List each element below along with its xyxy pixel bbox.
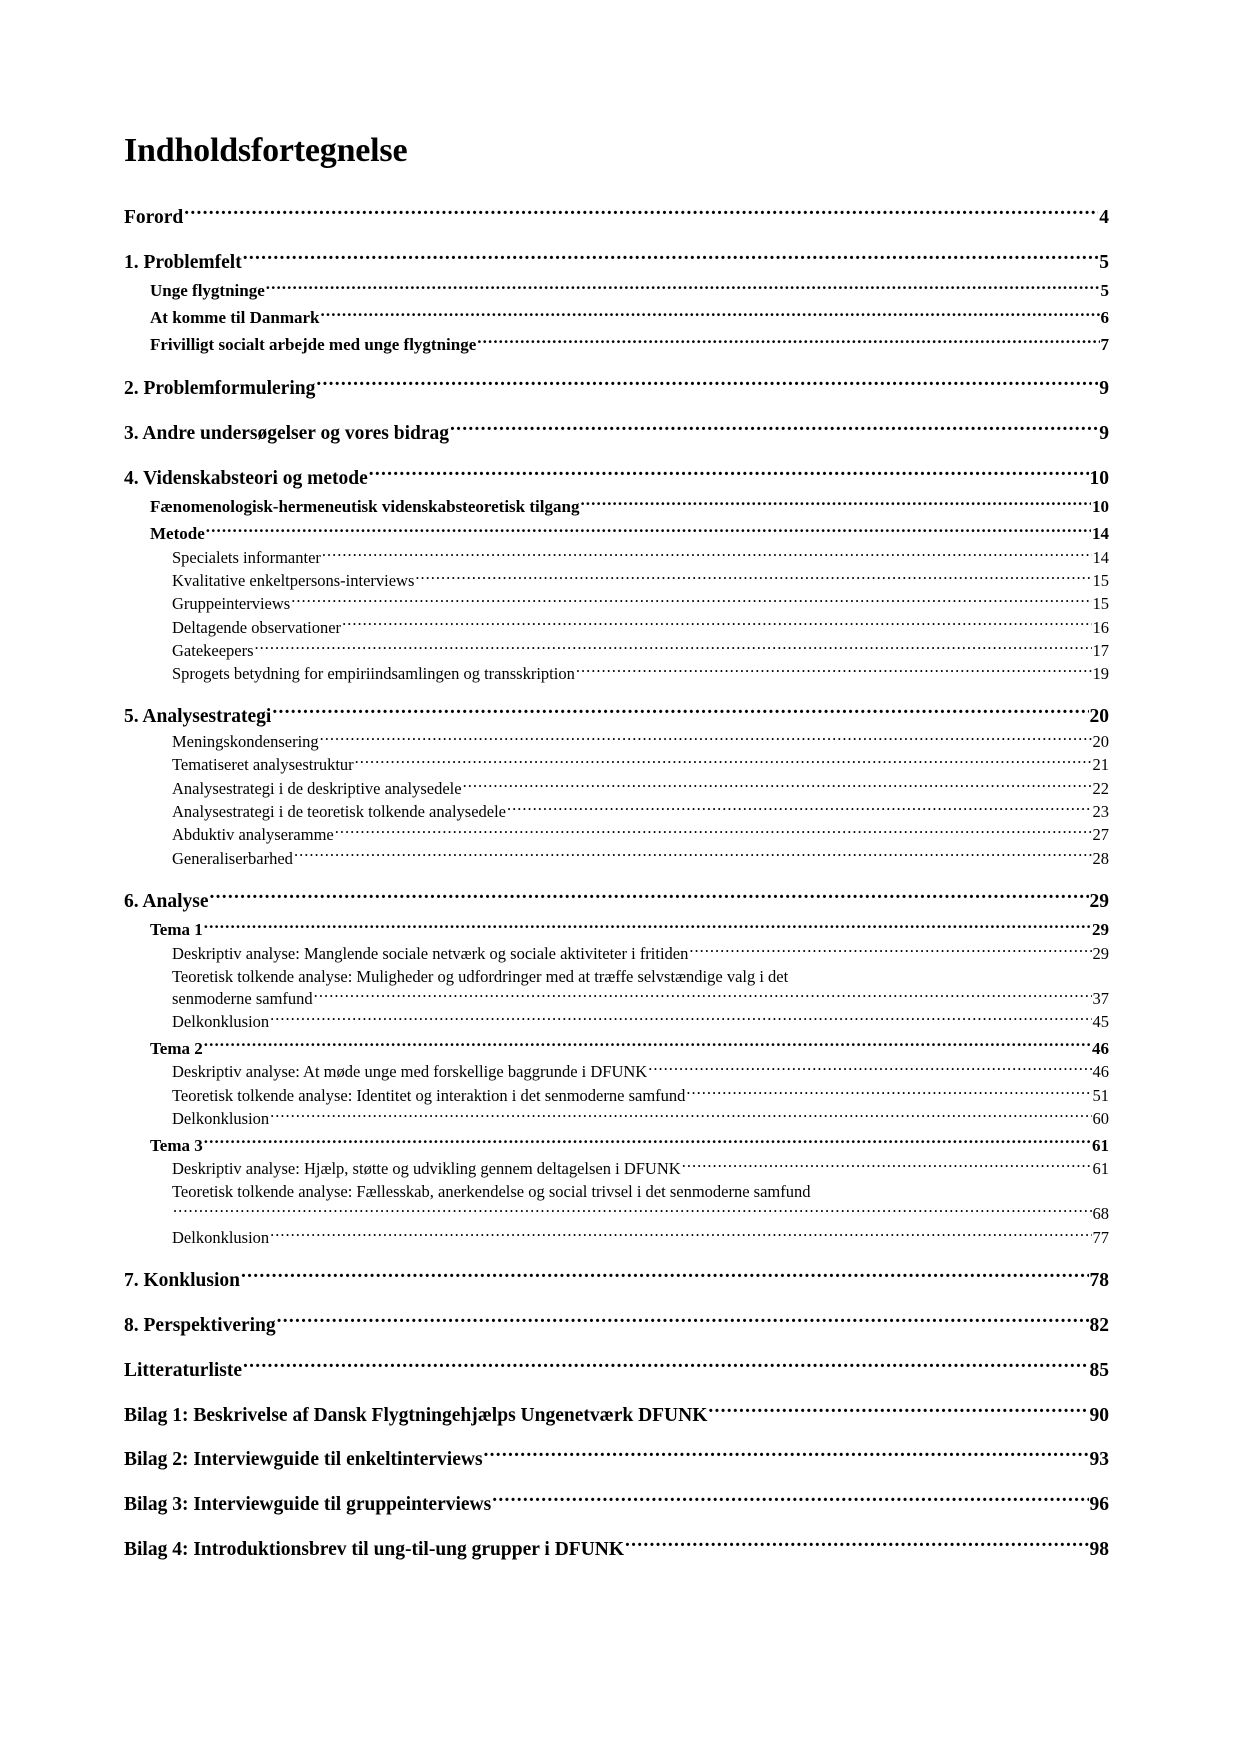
toc-entry[interactable] (124, 1226, 1109, 1248)
toc-entry[interactable] (124, 1107, 1109, 1129)
toc-leader-dots (204, 1037, 1091, 1054)
toc-entry[interactable] (124, 942, 1109, 964)
toc-page-number: 82 (1089, 1314, 1109, 1336)
toc-page-number: 45 (1092, 1012, 1109, 1032)
toc-entry-label: Analysestrategi i de deskriptive analysedele (172, 778, 462, 798)
toc-entry[interactable] (124, 1536, 1109, 1563)
toc-page-number: 22 (1092, 778, 1109, 798)
toc-leader-dots (243, 1356, 1088, 1376)
toc-leader-dots (270, 1226, 1091, 1243)
toc-entry-label: Analysestrategi i de teoretisk tolkende analysedele (172, 802, 507, 821)
toc-entry-label: 8. Perspektivering (124, 1314, 276, 1336)
toc-leader-dots (184, 203, 1098, 223)
toc-entry[interactable] (124, 777, 1109, 799)
toc-entry[interactable] (124, 248, 1109, 275)
toc-leader-dots (682, 1158, 1092, 1175)
toc-entry-label: Teoretisk tolkende analyse: Identitet og interaktion i det senmoderne samfund (172, 1085, 686, 1105)
toc-leader-dots (580, 495, 1091, 512)
toc-leader-dots (492, 1491, 1088, 1511)
toc-entry[interactable] (124, 419, 1109, 446)
toc-page-number: 16 (1092, 617, 1109, 637)
toc-page-number: 9 (1099, 422, 1109, 444)
toc-entry-last-line (172, 1203, 1109, 1225)
toc-leader-dots (648, 1061, 1091, 1078)
toc-entry-label: Forord (124, 206, 184, 228)
toc-leader-dots (321, 306, 1100, 323)
toc-entry[interactable] (124, 824, 1109, 846)
toc-entry-label: Gruppeinterviews (172, 594, 291, 614)
toc-entry[interactable] (124, 887, 1109, 914)
toc-entry-label: Delkonklusion (172, 1227, 270, 1247)
toc-entry[interactable] (124, 1084, 1109, 1106)
toc-leader-dots (463, 777, 1092, 794)
toc-entry-label: Teoretisk tolkende analyse: Muligheder og udfordringer med at træffe selvstændige valg i det (172, 966, 789, 986)
toc-content (124, 132, 1109, 1563)
toc-entry-label: Specialets informanter (172, 547, 321, 567)
table-of-contents (124, 203, 1109, 1562)
toc-page-number: 15 (1092, 594, 1109, 614)
toc-entry-label: Bilag 1: Beskrivelse af Dansk Flygtningehjælps Ungenetværk DFUNK (124, 1404, 708, 1426)
toc-leader-dots (173, 1203, 1092, 1220)
toc-leader-dots (277, 1311, 1089, 1331)
toc-leader-dots (243, 248, 1099, 268)
toc-page-number: 14 (1092, 524, 1109, 544)
toc-leader-dots (415, 570, 1091, 587)
toc-page-number: 20 (1089, 706, 1109, 728)
toc-entry-label: 3. Andre undersøgelser og vores bidrag (124, 422, 450, 444)
toc-entry[interactable] (124, 1061, 1109, 1083)
toc-page-number: 9 (1099, 377, 1109, 399)
toc-leader-dots (484, 1446, 1089, 1466)
toc-page-number: 61 (1092, 1135, 1109, 1155)
toc-leader-dots (576, 663, 1092, 680)
toc-entry[interactable] (124, 495, 1109, 518)
toc-leader-dots (206, 522, 1091, 539)
toc-leader-dots (507, 801, 1091, 818)
toc-entry[interactable] (124, 1446, 1109, 1473)
toc-leader-dots (320, 731, 1092, 748)
toc-entry-label: Tema 1 (150, 920, 203, 940)
toc-entry-label: Teoretisk tolkende analyse: Fællesskab, anerkendelse og social trivsel i det senmoderne samfund (172, 1182, 811, 1202)
toc-entry[interactable] (124, 639, 1109, 661)
toc-leader-dots (335, 824, 1092, 841)
toc-entry-label: Kvalitative enkeltpersons-interviews (172, 571, 415, 590)
toc-entry[interactable] (124, 731, 1109, 753)
toc-page-number: 61 (1092, 1159, 1109, 1179)
toc-entry-label: Bilag 2: Interviewguide til enkeltinterviews (124, 1449, 483, 1471)
toc-entry[interactable] (124, 703, 1109, 730)
toc-entry[interactable] (124, 1311, 1109, 1338)
toc-leader-dots (210, 887, 1089, 907)
toc-page-number: 51 (1092, 1085, 1109, 1105)
toc-leader-dots (204, 1134, 1091, 1151)
toc-page-number: 4 (1099, 206, 1109, 228)
toc-entry[interactable] (124, 918, 1109, 941)
toc-page-number: 29 (1092, 920, 1109, 940)
toc-leader-dots (270, 1011, 1091, 1028)
toc-entry[interactable] (124, 663, 1109, 685)
toc-leader-dots (369, 464, 1089, 484)
toc-page-number: 19 (1092, 664, 1109, 684)
toc-leader-dots (477, 333, 1099, 350)
toc-entry[interactable] (124, 616, 1109, 638)
toc-entry-label: Frivilligt socialt arbejde med unge flygtninge (150, 335, 477, 355)
toc-entry[interactable] (124, 1356, 1109, 1383)
toc-entry-label: Abduktiv analyseramme (172, 825, 334, 845)
toc-entry-label: 4. Videnskabsteori og metode (124, 467, 368, 489)
toc-page-number: 68 (1092, 1204, 1109, 1224)
toc-page-number: 46 (1092, 1038, 1109, 1058)
toc-entry-label: Tematiseret analysestruktur (172, 755, 354, 775)
toc-entry[interactable] (124, 522, 1109, 545)
toc-page-number: 29 (1089, 890, 1109, 912)
toc-page-number: 46 (1092, 1062, 1109, 1082)
toc-leader-dots (270, 1107, 1091, 1124)
toc-entry[interactable] (124, 1491, 1109, 1518)
toc-leader-dots (316, 374, 1098, 394)
toc-leader-dots (322, 546, 1092, 563)
toc-entry-label: Sprogets betydning for empiriindsamlingen og transskription (172, 664, 575, 684)
toc-page-number: 17 (1092, 640, 1109, 660)
toc-entry[interactable] (124, 546, 1109, 568)
toc-entry[interactable] (124, 1037, 1109, 1060)
toc-entry-label-cont: senmoderne samfund (172, 988, 313, 1008)
toc-entry[interactable] (124, 333, 1109, 356)
toc-entry-label: 6. Analyse (124, 890, 209, 912)
toc-page-number: 60 (1092, 1108, 1109, 1128)
toc-entry[interactable] (124, 847, 1109, 869)
toc-leader-dots (291, 593, 1091, 610)
toc-leader-dots (266, 279, 1100, 296)
toc-page-number: 14 (1092, 547, 1109, 567)
toc-entry-label: Tema 2 (150, 1038, 203, 1058)
toc-entry-label: Tema 3 (150, 1135, 203, 1155)
toc-page-number: 15 (1092, 571, 1109, 590)
toc-entry-label: Delkonklusion (172, 1012, 270, 1032)
toc-page-number: 77 (1092, 1227, 1109, 1247)
toc-entry[interactable] (124, 306, 1109, 329)
toc-entry[interactable] (124, 279, 1109, 302)
toc-page-number: 28 (1092, 848, 1109, 868)
toc-entry[interactable] (124, 1181, 1109, 1225)
toc-entry-label: 1. Problemfelt (124, 251, 242, 273)
toc-entry-label: Deskriptiv analyse: Manglende sociale netværk og sociale aktiviteter i fritiden (172, 943, 689, 963)
toc-entry[interactable] (124, 374, 1109, 401)
toc-page-number: 20 (1092, 732, 1109, 752)
toc-leader-dots (255, 639, 1092, 656)
toc-page-number: 96 (1089, 1494, 1109, 1516)
toc-leader-dots (625, 1536, 1088, 1556)
toc-entry-label: At komme til Danmark (150, 308, 320, 328)
toc-entry-label: Unge flygtninge (150, 281, 265, 301)
toc-entry[interactable] (124, 1011, 1109, 1033)
toc-page-number: 90 (1089, 1404, 1109, 1426)
toc-page-number: 27 (1092, 825, 1109, 845)
toc-entry-label: Deltagende observationer (172, 617, 342, 637)
toc-page-number: 93 (1089, 1449, 1109, 1471)
toc-entry-label: 7. Konklusion (124, 1269, 240, 1291)
toc-entry-label: Bilag 4: Introduktionsbrev til ung-til-ung grupper i DFUNK (124, 1539, 625, 1561)
toc-page-number: 6 (1100, 308, 1109, 328)
toc-entry-label: 5. Analysestrategi (124, 706, 272, 728)
toc-page-number: 85 (1089, 1359, 1109, 1381)
page-title: Indholdsfortegnelse (124, 132, 408, 169)
toc-page-number: 10 (1089, 467, 1109, 489)
toc-entry-last-line (172, 987, 1109, 1009)
toc-entry-label: Deskriptiv analyse: At møde unge med forskellige baggrunde i DFUNK (172, 1062, 648, 1082)
toc-page-number: 10 (1092, 497, 1109, 517)
toc-leader-dots (272, 703, 1088, 723)
toc-entry-label: Gatekeepers (172, 640, 254, 660)
toc-entry[interactable] (124, 801, 1109, 823)
toc-entry[interactable] (124, 593, 1109, 615)
toc-entry-label: 2. Problemformulering (124, 377, 316, 399)
toc-leader-dots (355, 754, 1092, 771)
toc-entry-label: Fænomenologisk-hermeneutisk videnskabsteoretisk tilgang (150, 497, 580, 517)
toc-leader-dots (342, 616, 1091, 633)
toc-entry-label: Generaliserbarhed (172, 848, 293, 868)
toc-leader-dots (294, 847, 1092, 864)
toc-page-number: 78 (1089, 1269, 1109, 1291)
toc-page-number: 98 (1089, 1539, 1109, 1561)
toc-leader-dots (204, 918, 1091, 935)
toc-entry-label: Litteraturliste (124, 1359, 243, 1381)
toc-leader-dots (686, 1084, 1091, 1101)
toc-entry[interactable] (124, 570, 1109, 592)
toc-entry-label: Metode (150, 524, 205, 544)
toc-entry[interactable] (124, 1401, 1109, 1428)
toc-leader-dots (314, 987, 1092, 1004)
toc-leader-dots (241, 1266, 1089, 1286)
toc-page-number: 29 (1092, 943, 1109, 963)
toc-leader-dots (708, 1401, 1088, 1421)
toc-entry[interactable] (124, 1266, 1109, 1293)
toc-entry[interactable] (124, 1134, 1109, 1157)
toc-entry[interactable] (124, 754, 1109, 776)
toc-entry[interactable] (124, 464, 1109, 491)
toc-entry[interactable] (124, 1158, 1109, 1180)
toc-entry[interactable] (124, 966, 1109, 1010)
toc-leader-dots (689, 942, 1091, 959)
toc-leader-dots (450, 419, 1098, 439)
toc-page-number: 7 (1100, 335, 1109, 355)
toc-entry-label: Bilag 3: Interviewguide til gruppeinterviews (124, 1494, 492, 1516)
toc-page-number: 5 (1100, 281, 1109, 301)
toc-entry-label: Delkonklusion (172, 1108, 270, 1128)
toc-entry[interactable] (124, 203, 1109, 230)
toc-entry-label: Deskriptiv analyse: Hjælp, støtte og udvikling gennem deltagelsen i DFUNK (172, 1159, 681, 1179)
toc-page-number: 21 (1092, 755, 1109, 775)
toc-page-number: 23 (1092, 802, 1109, 821)
toc-page-number: 37 (1092, 988, 1109, 1008)
toc-entry-label: Meningskondensering (172, 732, 319, 752)
toc-page-number: 5 (1099, 251, 1109, 273)
